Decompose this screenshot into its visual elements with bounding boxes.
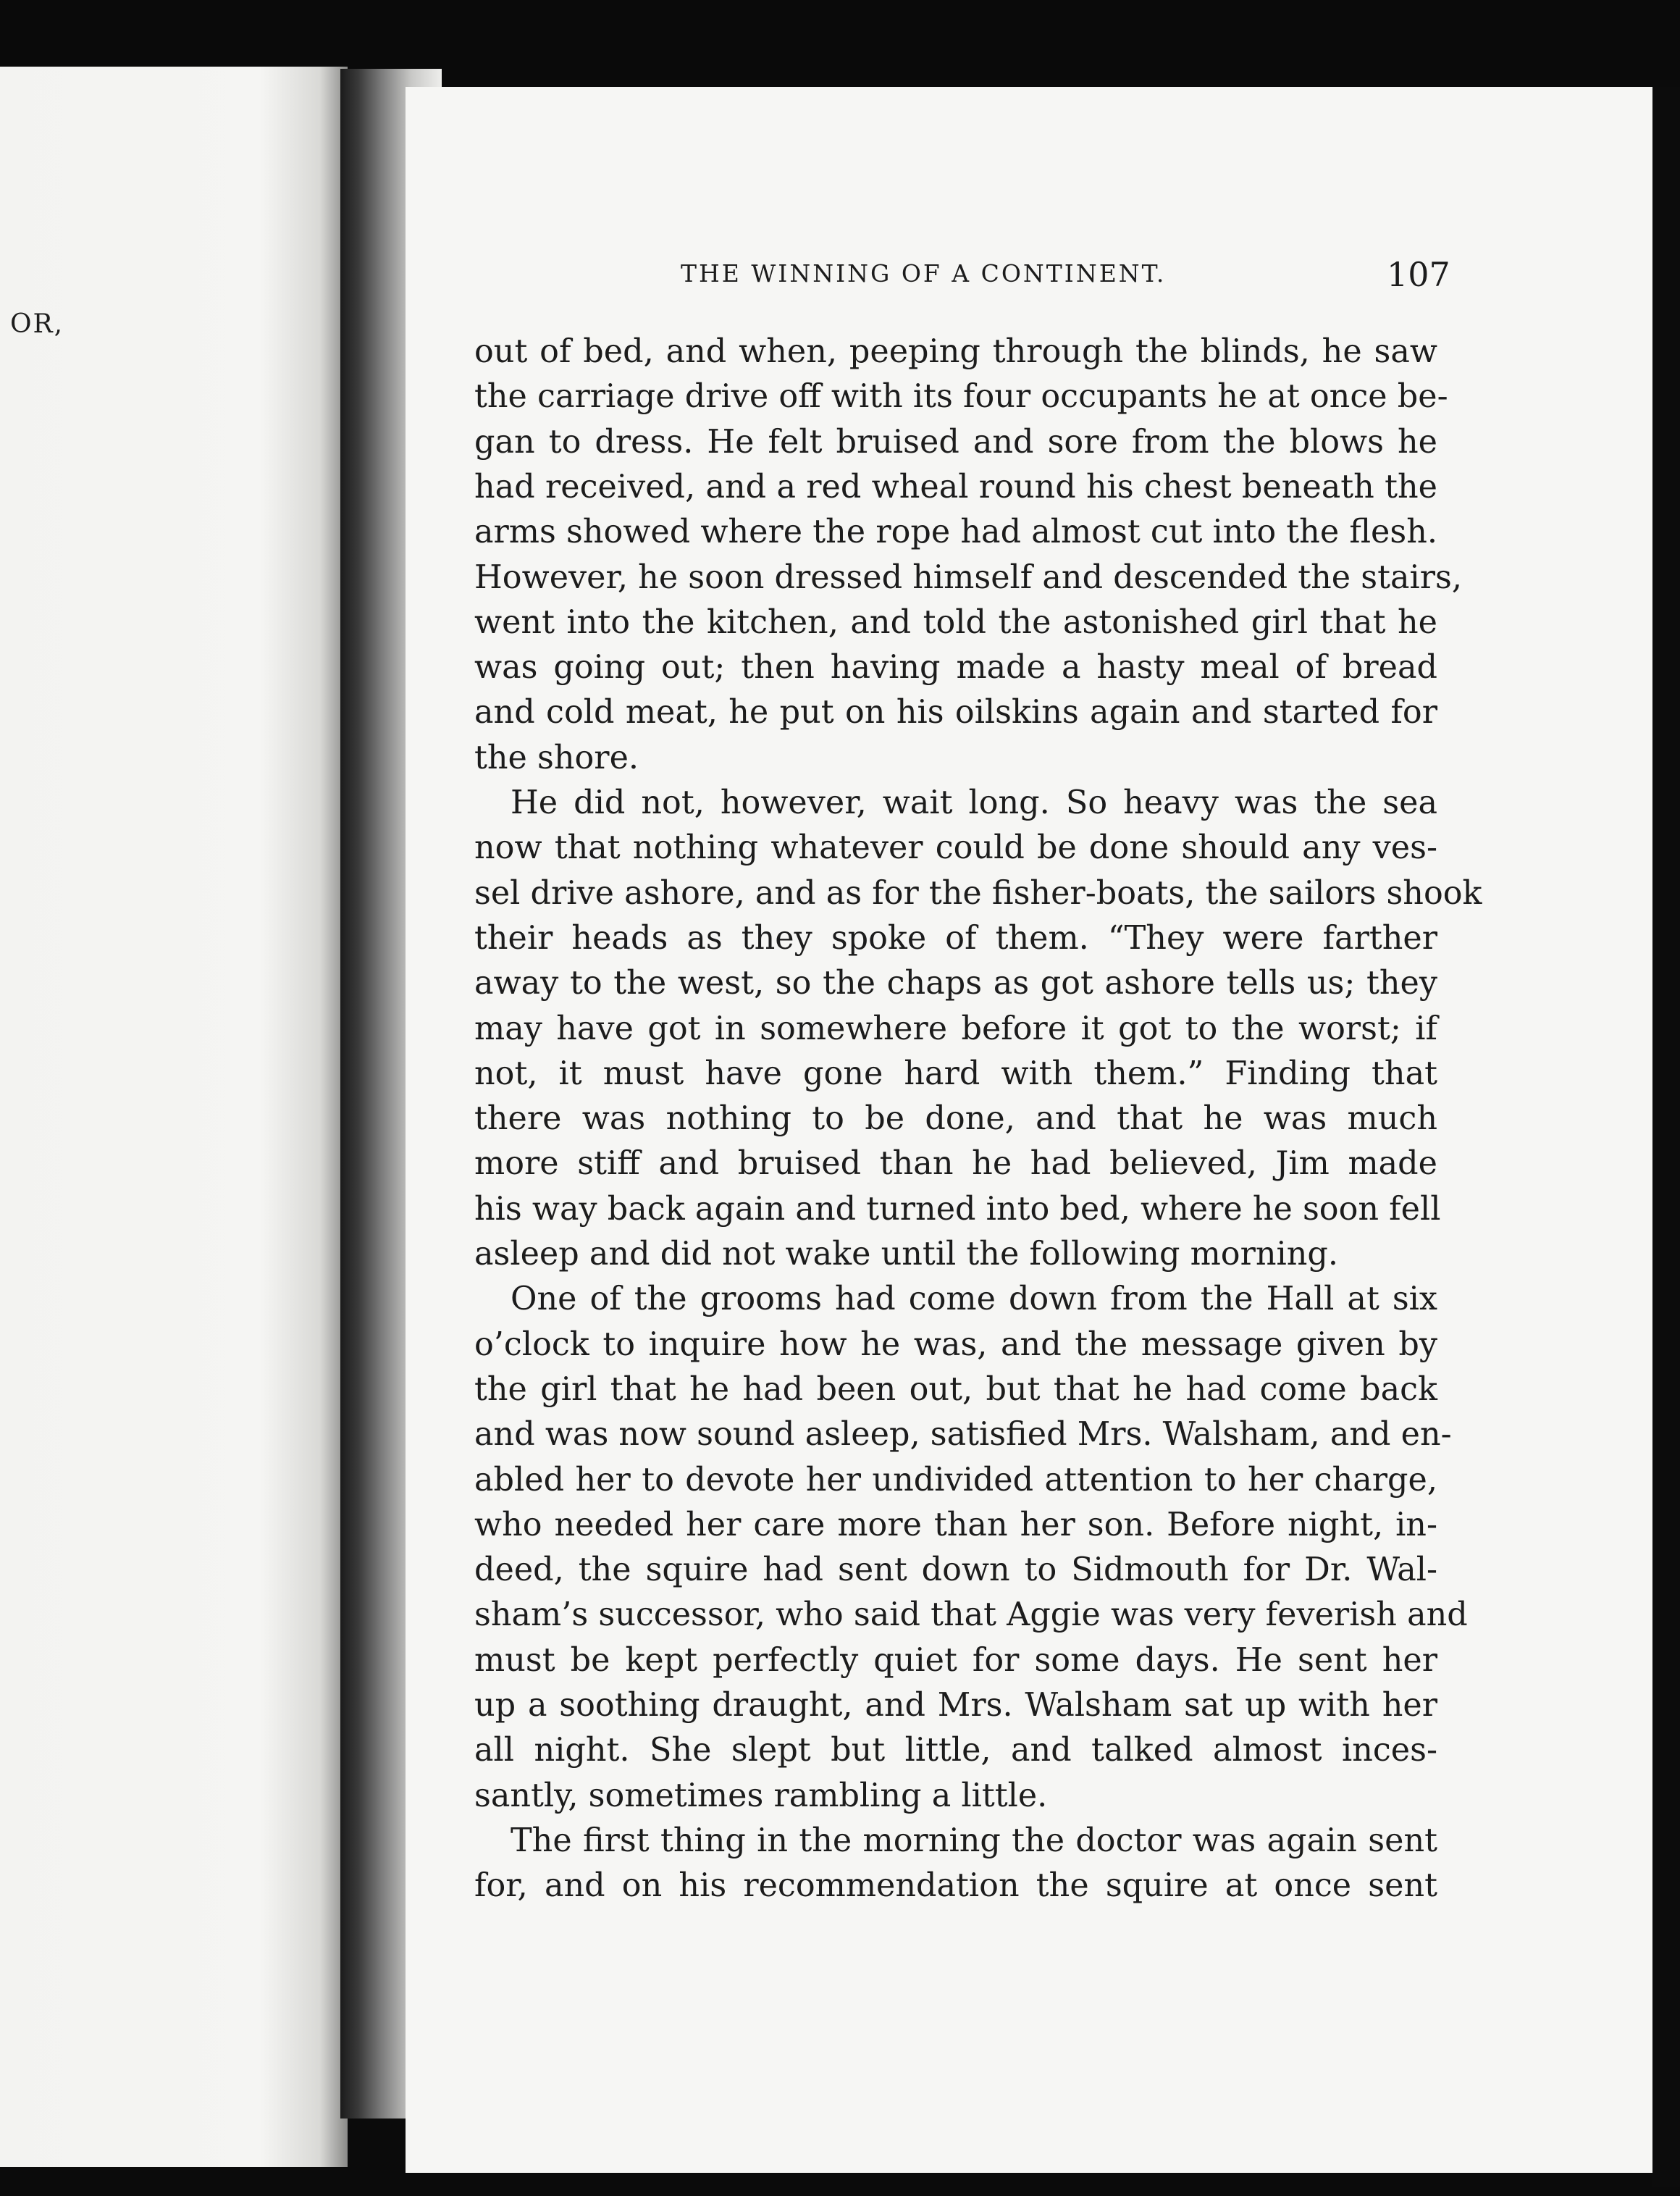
- body-text-line: abled her to devote her undivided attention to her charge,: [474, 1461, 1437, 1499]
- body-text-line: away to the west, so the chaps as got ashore tells us; they: [474, 965, 1437, 1002]
- body-text-line: his way back again and turned into bed, where he soon fell: [474, 1190, 1441, 1228]
- body-text-line: the shore.: [474, 739, 639, 776]
- body-text-line: However, he soon dressed himself and descended the stairs,: [474, 558, 1462, 596]
- body-text-line: He did not, however, wait long. So heavy was the sea: [511, 784, 1437, 821]
- body-text-line: all night. She slept but little, and talked almost inces-: [474, 1732, 1437, 1769]
- body-text-line: who needed her care more than her son. Before night, in-: [474, 1506, 1437, 1543]
- body-text-line: the carriage drive off with its four occupants he at once be-: [474, 378, 1448, 416]
- running-head: THE WINNING OF A CONTINENT.: [681, 259, 1167, 288]
- left-running-head: OR,: [10, 309, 64, 339]
- body-text-line: o’clock to inquire how he was, and the message given by: [474, 1325, 1437, 1363]
- body-text-line: gan to dress. He felt bruised and sore from the blows he: [474, 423, 1437, 461]
- page-number: 107: [1387, 255, 1450, 294]
- scan-background-right: [1652, 87, 1680, 2187]
- body-text-line: was going out; then having made a hasty meal of bread: [474, 649, 1437, 687]
- body-text-line: up a soothing draught, and Mrs. Walsham sat up with her: [474, 1687, 1437, 1724]
- body-text-line: there was nothing to be done, and that he was much: [474, 1100, 1437, 1138]
- body-text-line: arms showed where the rope had almost cut into the flesh.: [474, 514, 1437, 551]
- body-text-line: The first thing in the morning the doctor was again sent: [511, 1822, 1437, 1859]
- body-text-line: deed, the squire had sent down to Sidmouth for Dr. Wal-: [474, 1551, 1437, 1589]
- body-text-line: santly, sometimes rambling a little.: [474, 1777, 1048, 1814]
- body-text-line: the girl that he had been out, but that he had come back: [474, 1370, 1437, 1408]
- body-text-line: sham’s successor, who said that Aggie was very feverish and: [474, 1596, 1468, 1634]
- body-text-line: more stiff and bruised than he had believed, Jim made: [474, 1145, 1437, 1183]
- body-text-line: went into the kitchen, and told the astonished girl that he: [474, 603, 1437, 641]
- body-text-line: now that nothing whatever could be done should any ves-: [474, 829, 1437, 867]
- body-text-line: out of bed, and when, peeping through the blinds, he saw: [474, 333, 1437, 370]
- body-text-line: One of the grooms had come down from the Hall at six: [511, 1281, 1437, 1318]
- body-text-line: sel drive ashore, and as for the fisher-boats, the sailors shook: [474, 874, 1482, 912]
- body-text-line: asleep and did not wake until the following morning.: [474, 1236, 1339, 1273]
- body-text-line: for, and on his recommendation the squire at once sent: [474, 1867, 1437, 1905]
- body-text-line: their heads as they spoke of them. “They were farther: [474, 919, 1437, 957]
- body-text-line: not, it must have gone hard with them.” Finding that: [474, 1055, 1437, 1092]
- body-text-line: had received, and a red wheal round his chest beneath the: [474, 468, 1437, 506]
- body-text-line: may have got in somewhere before it got to the worst; if: [474, 1010, 1437, 1047]
- body-text-line: and cold meat, he put on his oilskins again and started for: [474, 694, 1437, 732]
- left-page: [0, 67, 348, 2167]
- body-text-line: and was now sound asleep, satisfied Mrs. Walsham, and en-: [474, 1416, 1452, 1454]
- body-text-line: must be kept perfectly quiet for some days. He sent her: [474, 1641, 1437, 1679]
